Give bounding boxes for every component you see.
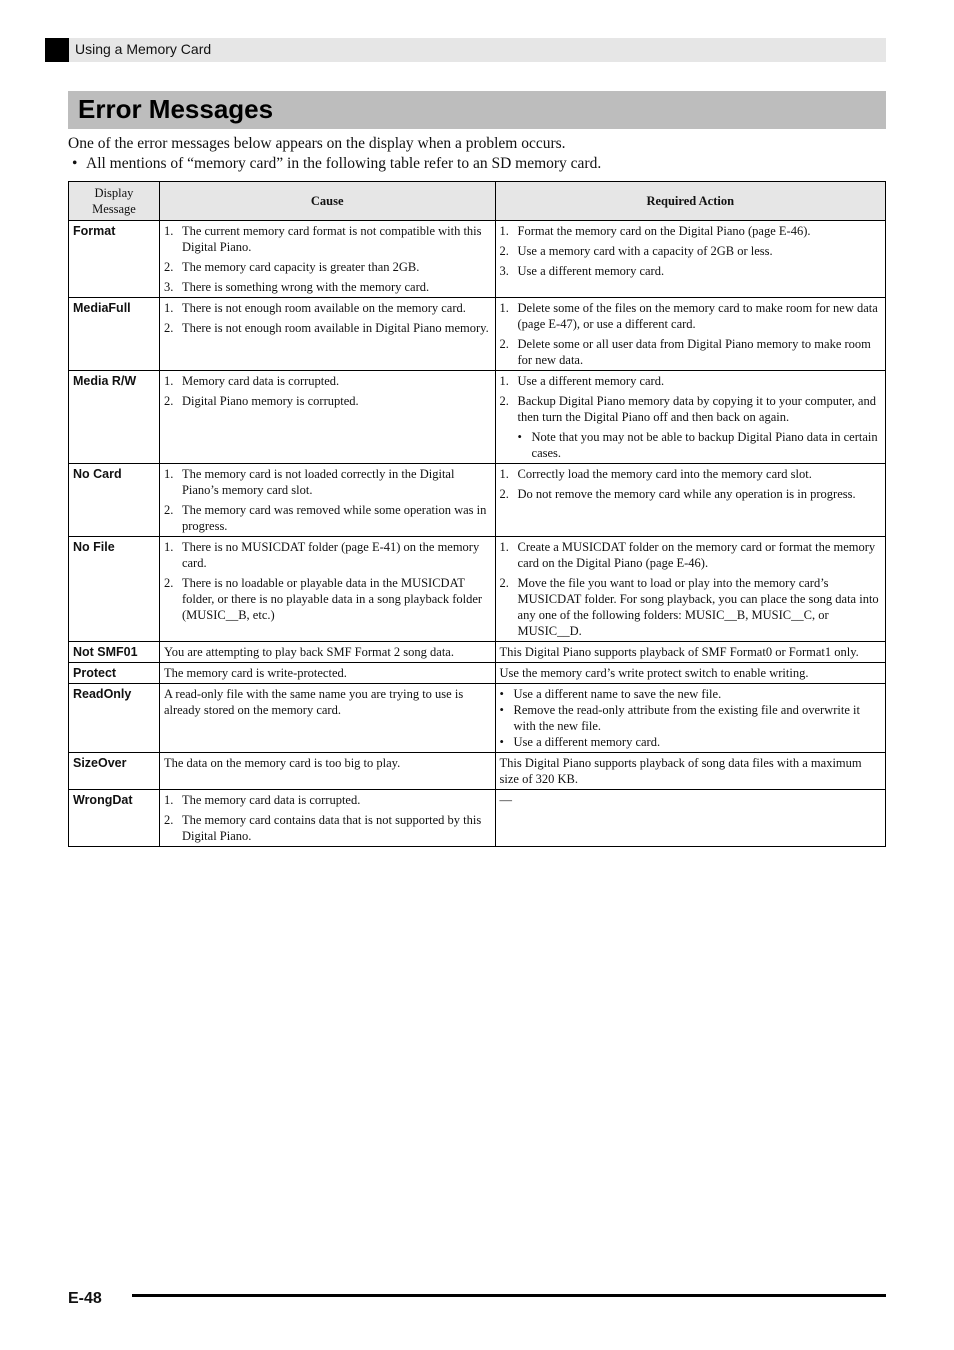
table-row bbox=[69, 753, 886, 790]
cause-text: A read-only file with the same name you are trying to use is already stored on the memory card. bbox=[163, 687, 464, 717]
action-item-text: Correctly load the memory card into the memory card slot. bbox=[517, 467, 812, 481]
cause-cell bbox=[159, 663, 495, 684]
cause-item bbox=[164, 300, 491, 316]
display-message: No File bbox=[69, 537, 160, 642]
display-message: No Card bbox=[69, 464, 160, 537]
cause-item bbox=[164, 466, 491, 498]
action-bullet-item bbox=[500, 702, 881, 734]
action-cell bbox=[495, 298, 885, 371]
intro-bullet bbox=[72, 154, 886, 174]
page-title-bar bbox=[68, 91, 886, 129]
cause-item-text: The memory card data is corrupted. bbox=[181, 793, 361, 807]
action-bullet-text: Remove the read-only attribute from the existing file and overwrite it with the new file. bbox=[513, 703, 860, 733]
header-cause: Cause bbox=[159, 182, 495, 221]
cause-item bbox=[164, 279, 491, 295]
action-text: This Digital Piano supports playback of SMF Format0 or Format1 only. bbox=[499, 645, 859, 659]
cause-item-text: The memory card was removed while some operation was in progress. bbox=[181, 503, 487, 533]
cause-item-text: The memory card contains data that is not supported by this Digital Piano. bbox=[181, 813, 482, 843]
bullet-icon: • bbox=[517, 430, 522, 444]
cause-item bbox=[164, 373, 491, 389]
action-item-text: Backup Digital Piano memory data by copying it to your computer, and then turn the Digital Piano off and then back on again. bbox=[517, 394, 876, 424]
action-cell bbox=[495, 537, 885, 642]
action-text: — bbox=[499, 793, 513, 807]
table-row bbox=[69, 537, 886, 642]
item-number: 1. bbox=[499, 540, 509, 554]
action-cell bbox=[495, 790, 885, 847]
action-item-text: Delete some or all user data from Digital Piano memory to make room for new data. bbox=[517, 337, 871, 367]
cause-item bbox=[164, 393, 491, 409]
action-cell bbox=[495, 663, 885, 684]
display-message: Protect bbox=[69, 663, 160, 684]
bullet-icon: • bbox=[499, 703, 504, 717]
section-title: Using a Memory Card bbox=[75, 41, 212, 57]
cause-item bbox=[164, 502, 491, 534]
cause-text: You are attempting to play back SMF Format 2 song data. bbox=[163, 645, 454, 659]
table-row bbox=[69, 684, 886, 753]
item-number: 1. bbox=[499, 374, 509, 388]
cause-cell bbox=[159, 371, 495, 464]
action-item bbox=[500, 223, 881, 239]
page-title: Error Messages bbox=[78, 94, 274, 124]
display-message: Not SMF01 bbox=[69, 642, 160, 663]
cause-item-text: The current memory card format is not compatible with this Digital Piano. bbox=[181, 224, 482, 254]
cause-item-text: The memory card is not loaded correctly in the Digital Piano’s memory card slot. bbox=[181, 467, 455, 497]
action-text: Use the memory card’s write protect switch to enable writing. bbox=[499, 666, 809, 680]
action-note bbox=[500, 429, 881, 461]
action-item-text: Do not remove the memory card while any operation is in progress. bbox=[517, 487, 856, 501]
display-message: MediaFull bbox=[69, 298, 160, 371]
cause-item-text: There is not enough room available on the memory card. bbox=[181, 301, 466, 315]
action-item bbox=[500, 486, 881, 502]
page-number: E-48 bbox=[68, 1290, 102, 1307]
header-required-action: Required Action bbox=[495, 182, 885, 221]
cause-cell bbox=[159, 298, 495, 371]
action-item bbox=[500, 300, 881, 332]
action-item bbox=[500, 466, 881, 482]
action-item-text: Use a different memory card. bbox=[517, 374, 665, 388]
item-number: 2. bbox=[163, 321, 174, 335]
item-number: 1. bbox=[499, 224, 509, 238]
item-number: 3. bbox=[499, 264, 509, 278]
cause-item-text: Digital Piano memory is corrupted. bbox=[181, 394, 359, 408]
bullet-icon: • bbox=[499, 687, 504, 701]
action-cell bbox=[495, 221, 885, 298]
table-row bbox=[69, 663, 886, 684]
action-item bbox=[500, 243, 881, 259]
cause-cell bbox=[159, 753, 495, 790]
display-message: Media R/W bbox=[69, 371, 160, 464]
table-row bbox=[69, 642, 886, 663]
section-tab-marker bbox=[45, 38, 69, 62]
cause-item-text: Memory card data is corrupted. bbox=[181, 374, 340, 388]
table-row bbox=[69, 464, 886, 537]
intro-text: One of the error messages below appears on the display when a problem occurs. bbox=[68, 135, 566, 152]
action-item bbox=[500, 575, 881, 639]
bullet-icon: • bbox=[499, 735, 504, 749]
error-messages-table bbox=[68, 181, 886, 847]
action-bullet-text: Use a different memory card. bbox=[513, 735, 661, 749]
item-number: 2. bbox=[163, 576, 174, 590]
item-number: 1. bbox=[163, 467, 174, 481]
item-number: 2. bbox=[499, 394, 509, 408]
item-number: 1. bbox=[163, 374, 174, 388]
table-row bbox=[69, 371, 886, 464]
cause-item-text: The memory card capacity is greater than 2GB. bbox=[181, 260, 420, 274]
cause-item-text: There is not enough room available in Digital Piano memory. bbox=[181, 321, 489, 335]
footer-rule bbox=[132, 1294, 886, 1297]
action-item bbox=[500, 336, 881, 368]
item-number: 2. bbox=[499, 576, 509, 590]
item-number: 2. bbox=[163, 503, 174, 517]
cause-text: The memory card is write-protected. bbox=[163, 666, 347, 680]
action-item bbox=[500, 263, 881, 279]
item-number: 1. bbox=[163, 793, 174, 807]
item-number: 1. bbox=[163, 301, 174, 315]
table-row bbox=[69, 790, 886, 847]
display-message: SizeOver bbox=[69, 753, 160, 790]
cause-item bbox=[164, 539, 491, 571]
cause-item bbox=[164, 792, 491, 808]
intro-bullet-text: All mentions of “memory card” in the following table refer to an SD memory card. bbox=[86, 155, 602, 172]
item-number: 1. bbox=[499, 301, 509, 315]
item-number: 1. bbox=[163, 224, 174, 238]
cause-cell bbox=[159, 790, 495, 847]
action-item bbox=[500, 393, 881, 425]
display-message: Format bbox=[69, 221, 160, 298]
cause-item bbox=[164, 575, 491, 623]
action-item-text: Use a different memory card. bbox=[517, 264, 665, 278]
item-number: 1. bbox=[163, 540, 174, 554]
section-header bbox=[45, 38, 886, 62]
cause-item bbox=[164, 812, 491, 844]
item-number: 3. bbox=[163, 280, 174, 294]
cause-item-text: There is no loadable or playable data in the MUSICDAT folder, or there is no playable data in a song playback folder (MUSIC__B, etc.) bbox=[181, 576, 483, 622]
action-item-text: Format the memory card on the Digital Piano (page E-46). bbox=[517, 224, 811, 238]
cause-item bbox=[164, 259, 491, 275]
cause-item-text: There is no MUSICDAT folder (page E-41) on the memory card. bbox=[181, 540, 480, 570]
action-item-text: Create a MUSICDAT folder on the memory card or format the memory card on the Digital Piano (page E-46). bbox=[517, 540, 876, 570]
cause-text: The data on the memory card is too big to play. bbox=[163, 756, 401, 770]
cause-cell bbox=[159, 642, 495, 663]
action-bullet-text: Use a different name to save the new file. bbox=[513, 687, 722, 701]
action-note-text: Note that you may not be able to backup Digital Piano data in certain cases. bbox=[531, 430, 878, 460]
item-number: 2. bbox=[499, 487, 509, 501]
action-cell bbox=[495, 464, 885, 537]
cause-item bbox=[164, 223, 491, 255]
cause-item bbox=[164, 320, 491, 336]
item-number: 1. bbox=[499, 467, 509, 481]
cause-cell bbox=[159, 684, 495, 753]
cause-item-text: There is something wrong with the memory card. bbox=[181, 280, 430, 294]
table-row bbox=[69, 221, 886, 298]
action-item bbox=[500, 539, 881, 571]
action-cell bbox=[495, 753, 885, 790]
action-cell bbox=[495, 642, 885, 663]
action-bullet-item bbox=[500, 734, 881, 750]
header-display-message: Display Message bbox=[69, 182, 160, 221]
item-number: 2. bbox=[163, 813, 174, 827]
cause-cell bbox=[159, 464, 495, 537]
action-item bbox=[500, 373, 881, 389]
item-number: 2. bbox=[163, 394, 174, 408]
item-number: 2. bbox=[163, 260, 174, 274]
table-header-row bbox=[69, 182, 886, 221]
cause-cell bbox=[159, 221, 495, 298]
action-item-text: Use a memory card with a capacity of 2GB or less. bbox=[517, 244, 773, 258]
item-number: 2. bbox=[499, 337, 509, 351]
display-message: ReadOnly bbox=[69, 684, 160, 753]
bullet-icon: • bbox=[72, 155, 78, 172]
action-text: This Digital Piano supports playback of song data files with a maximum size of 320 KB. bbox=[499, 756, 862, 786]
table-row bbox=[69, 298, 886, 371]
item-number: 2. bbox=[499, 244, 509, 258]
action-item-text: Move the file you want to load or play into the memory card’s MUSICDAT folder. For song playback, you can place the song data into any one of the following folders: MUSIC__B, MUSIC__C, or MUSIC__D. bbox=[517, 576, 879, 638]
action-cell bbox=[495, 371, 885, 464]
action-bullet-item bbox=[500, 686, 881, 702]
cause-cell bbox=[159, 537, 495, 642]
action-cell bbox=[495, 684, 885, 753]
display-message: WrongDat bbox=[69, 790, 160, 847]
action-item-text: Delete some of the files on the memory card to make room for new data (page E-47), or use a different card. bbox=[517, 301, 878, 331]
